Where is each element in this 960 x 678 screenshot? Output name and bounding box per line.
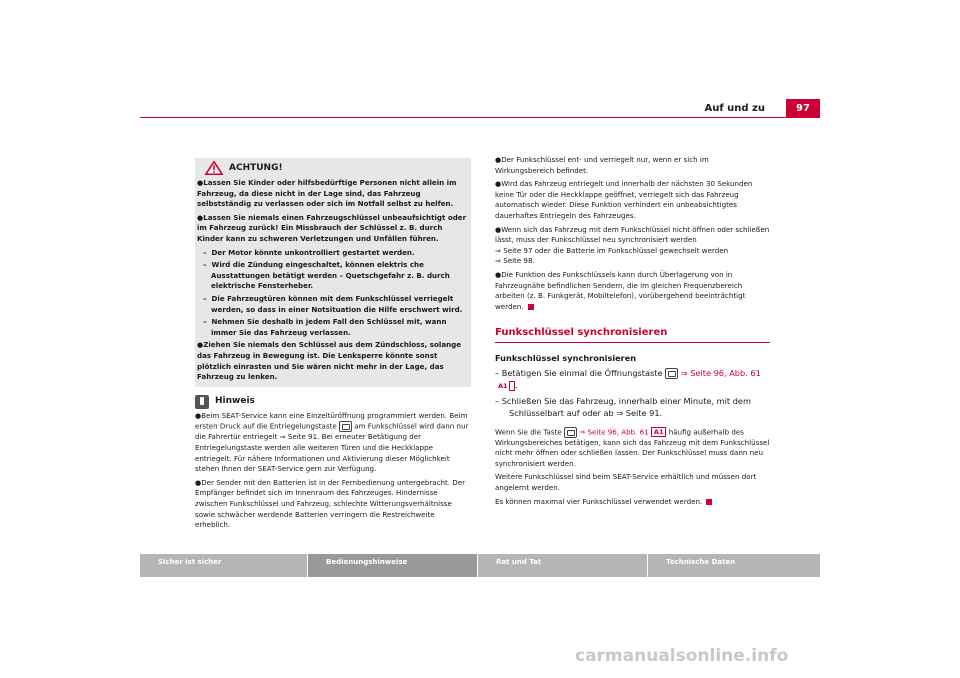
right-paragraph-1: Wenn Sie die Taste ⇒ Seite 96, Abb. 61 A1 häufig außerhalb des Wirkungsbereiches betätigen, kann sich das Fahrzeug mit dem Funkschlüssel nicht mehr öffnen oder schließen lassen. Der Funkschlüssel muss dann neu synchronisiert werden. [495, 427, 770, 468]
bullet-icon: ● [195, 410, 202, 420]
warning-bullet-2: Lassen Sie niemals einen Fahrzeugschlüssel unbeaufsichtigt oder im Fahrzeug zurück! Ein Missbrauch der Schlüssel z. B. durch Kinder kann zu schweren Verletzungen und Unfällen führen. [197, 212, 467, 243]
bullet-icon: ● [197, 340, 204, 350]
right-bullet-1: ●Der Funkschlüssel ent- und verriegelt nur, wenn er sich im Wirkungsbereich befindet. [495, 155, 709, 175]
key-icon [564, 427, 577, 438]
footer-tab-technik[interactable]: Technische Daten [648, 554, 820, 577]
right-bullet-4: ●Die Funktion des Funkschlüssels kann durch Überlagerung von in Fahrzeugnähe befindlichen Sendern, die im gleichen Frequenzbereich arbeiten (z. B. Funkgerät, Mobiltelefon), vorübergehend beeinträchtigt werden. [495, 269, 746, 311]
warning-box [195, 158, 471, 387]
note-title: Hinweis [215, 396, 255, 407]
section-divider [495, 342, 770, 343]
note-paragraph-1: ●Beim SEAT-Service kann eine Einzeltüröffnung programmiert werden. Beim ersten Druck auf die Entriegelungstaste am Funkschlüssel wird dann nur die Fahrertür entriegelt ⇒ Seite 91. Bei erneuter Betätigung der Entriegelungstaste werden alle weiteren Türen und die Heckklappe entriegelt. Für nähere Informationen und Aktivierung dieser Möglichkeit stehen Ihnen der SEAT-Service gern zur Verfügung. [195, 410, 469, 474]
right-column [495, 155, 770, 510]
end-mark-icon [528, 304, 534, 310]
right-paragraph-2: Weitere Funkschlüssel sind beim SEAT-Service erhältlich und müssen dort angelernt werden. [495, 472, 757, 492]
unlock-key-icon [339, 421, 352, 432]
section-subhead: Funkschlüssel synchronisieren [495, 352, 637, 363]
note-paragraph-2: ●Der Sender mit den Batterien ist in der Fernbedienung untergebracht. Der Empfänger befindet sich im Innenraum des Fahrzeuges. Hindernisse zwischen Funkschlüssel und Fahrzeug, schlechte Witterungsverhältnisse sowie schwächer werdende Batterien verringern die Restreichweite erheblich. [195, 477, 466, 530]
right-paragraph-3: Es können maximal vier Funkschlüssel verwendet werden. [495, 497, 770, 508]
warning-title: ACHTUNG! [229, 162, 283, 173]
end-mark-icon [706, 499, 712, 505]
warning-sub-1: – Der Motor könnte unkontrolliert gestartet werden. [203, 247, 415, 257]
right-bullet-2: ●Wird das Fahrzeug entriegelt und innerhalb der nächsten 30 Sekunden keine Tür oder die Heckklappe geöffnet, verriegelt sich das Fahrzeug automatisch wieder. Diese Funktion verhindert ein unbeabsichtigtes dauerhaftes Entriegeln des Fahrzeuges. [495, 179, 753, 220]
watermark-logo: carmanualsonline.info [575, 646, 789, 666]
warning-sub-4: – Nehmen Sie deshalb in jedem Fall den Schlüssel mit, wann immer Sie das Fahrzeug verlassen. [203, 317, 447, 337]
section-title: Funkschlüssel synchronisieren [495, 327, 668, 339]
chapter-title: Auf und zu [704, 103, 765, 114]
note-icon [195, 395, 209, 409]
footer-tab-bedienung[interactable]: Bedienungshinweise [308, 554, 477, 577]
bullet-icon: ● [495, 224, 502, 234]
warning-bullet-3: Ziehen Sie niemals den Schlüssel aus dem Zündschloss, solange das Fahrzeug in Bewegung ist. Die Lenksperre könnte sonst plötzlich einrasten und Sie wären nicht mehr in der Lage, das Fahrzeug zu lenken. [197, 340, 462, 382]
footer-tab-sicher[interactable]: Sicher ist sicher [140, 554, 307, 577]
open-key-icon [665, 368, 678, 379]
warning-sub-2: – Wird die Zündung eingeschaltet, können elektris che Ausstattungen betätigt werden – Quetschgefahr z. B. durch elektrische Fensterheber. [203, 260, 450, 291]
bullet-icon: ● [495, 155, 502, 164]
step-1-link[interactable]: ⇒ Seite 96, Abb. 61 [680, 367, 761, 378]
warning-header [205, 161, 469, 175]
page-number: 97 [786, 99, 820, 118]
paragraph-link[interactable]: ⇒ Seite 96, Abb. 61 [579, 427, 649, 436]
bullet-icon: ● [197, 178, 204, 187]
warning-sub-3: – Die Fahrzeugtüren können mit dem Funkschlüssel verriegelt werden, so dass in einer Notsituation die Hilfe erschwert wird. [203, 293, 463, 314]
footer-tab-rat[interactable]: Rat und Tat [478, 554, 647, 577]
callout-a1-inline: A1 [651, 427, 667, 437]
bullet-icon: ● [495, 179, 502, 189]
header-line [140, 117, 820, 118]
step-1: – Betätigen Sie einmal die Öffnungstaste ⇒ Seite 96, Abb. 61 A1 . [495, 367, 761, 390]
warning-bullet-1: Lassen Sie Kinder oder hilfsbedürftige Personen nicht allein im Fahrzeug, da diese nicht in der Lage sind, das Fahrzeug selbstständig zu verlassen oder sich im Notfall selbst zu helfen. [197, 178, 457, 209]
note-header [195, 395, 471, 409]
right-bullet-3: ●Wenn sich das Fahrzeug mit dem Funkschlüssel nicht öffnen oder schließen lässt, muss der Funkschlüssel neu synchronisiert werden ⇒ Seite 97 oder die Batterie im Funkschlüssel gewechselt werden ⇒ Seite 98. [495, 224, 770, 266]
bullet-icon: ● [495, 269, 502, 279]
bullet-icon: ● [197, 212, 204, 222]
bullet-icon: ● [195, 477, 202, 487]
left-column [195, 158, 471, 534]
warning-triangle-icon [205, 161, 223, 175]
step-2: – Schließen Sie das Fahrzeug, innerhalb einer Minute, mit dem Schlüsselbart auf oder ab ⇒ Seite 91. [495, 395, 751, 418]
callout-a1: A1 [509, 381, 515, 391]
